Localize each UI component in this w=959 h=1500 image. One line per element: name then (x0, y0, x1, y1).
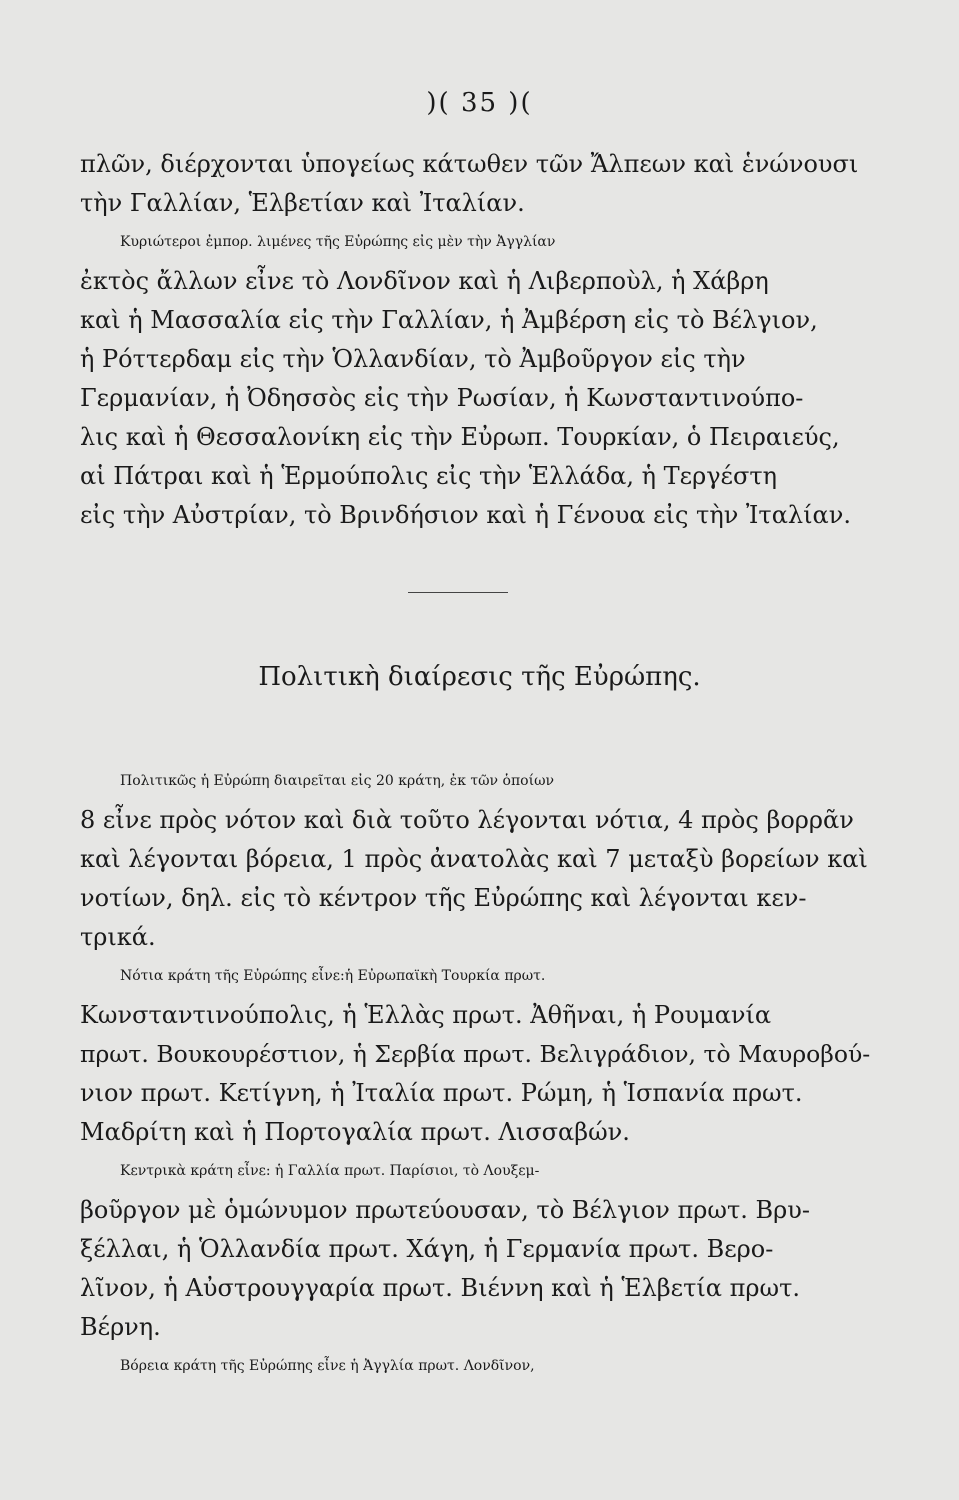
text-line: Βέρνη. (80, 1313, 161, 1341)
text-line: Γερμανίαν, ἡ Ὀδησσὸς εἰς τὴν Ρωσίαν, ἡ Κωνσταντινούπο- (80, 384, 804, 412)
text-line: πλῶν, διέρχονται ὑπογείως κάτωθεν τῶν Ἄλπεων καὶ ἑνώνουσι (80, 150, 859, 178)
paragraph-ports (80, 145, 880, 535)
text-line: εἰς τὴν Αὐστρίαν, τὸ Βρινδήσιον καὶ ἡ Γένουα εἰς τὴν Ἰταλίαν. (80, 501, 851, 529)
section-divider (408, 592, 508, 593)
text-line: Κυριώτεροι ἐμπορ. λιμένες τῆς Εὐρώπης εἰς μὲν τὴν Ἀγγλίαν (120, 234, 556, 250)
text-line: λις καὶ ἡ Θεσσαλονίκη εἰς τὴν Εὐρωπ. Τουρκίαν, ὁ Πειραιεύς, (80, 423, 840, 451)
text-line: τὴν Γαλλίαν, Ἑλβετίαν καὶ Ἰταλίαν. (80, 189, 525, 217)
text-line: Πολιτικῶς ἡ Εὐρώπη διαιρεῖται εἰς 20 κράτη, ἐκ τῶν ὁποίων (120, 773, 554, 789)
section-heading: Πολιτικὴ διαίρεσις τῆς Εὐρώπης. (258, 662, 701, 692)
text-line: 8 εἶνε πρὸς νότον καὶ διὰ τοῦτο λέγονται νότια, 4 πρὸς βορρᾶν (80, 806, 854, 834)
text-line: Κεντρικὰ κράτη εἶνε: ἡ Γαλλία πρωτ. Παρίσιοι, τὸ Λουξεμ- (120, 1163, 540, 1179)
text-line: πρωτ. Βουκουρέστιον, ἡ Σερβία πρωτ. Βελιγράδιον, τὸ Μαυροβού- (80, 1040, 871, 1068)
text-line: καὶ ἡ Μασσαλία εἰς τὴν Γαλλίαν, ἡ Ἀμβέρση εἰς τὸ Βέλγιον, (80, 306, 818, 334)
text-line: Μαδρίτη καὶ ἡ Πορτογαλία πρωτ. Λισσαβών. (80, 1118, 630, 1146)
text-line: αἱ Πάτραι καὶ ἡ Ἑρμούπολις εἰς τὴν Ἑλλάδα, ἡ Τεργέστη (80, 462, 778, 490)
text-line: ἐκτὸς ἄλλων εἶνε τὸ Λονδῖνον καὶ ἡ Λιβερποὺλ, ἡ Χάβρη (80, 267, 769, 295)
text-line: νοτίων, δηλ. εἰς τὸ κέντρον τῆς Εὐρώπης καὶ λέγονται κεν- (80, 884, 807, 912)
paragraph-political-division (80, 762, 880, 1386)
text-line: ξέλλαι, ἡ Ὁλλανδία πρωτ. Χάγη, ἡ Γερμανία πρωτ. Βερο- (80, 1235, 774, 1263)
text-line: τρικά. (80, 923, 156, 951)
text-line: Κωνσταντινούπολις, ἡ Ἑλλὰς πρωτ. Ἀθῆναι, ἡ Ρουμανία (80, 1001, 772, 1029)
text-line: Νότια κράτη τῆς Εὐρώπης εἶνε:ἡ Εὐρωπαϊκὴ Τουρκία πρωτ. (120, 968, 546, 984)
text-line: νιον πρωτ. Κετίγνη, ἡ Ἰταλία πρωτ. Ρώμη, ἡ Ἱσπανία πρωτ. (80, 1079, 803, 1107)
text-line: βοῦργον μὲ ὁμώνυμον πρωτεύουσαν, τὸ Βέλγιον πρωτ. Βρυ- (80, 1196, 810, 1224)
page-number: )( 35 )( (426, 88, 533, 118)
text-line: καὶ λέγονται βόρεια, 1 πρὸς ἀνατολὰς καὶ 7 μεταξὺ βορείων καὶ (80, 845, 868, 873)
text-line: Βόρεια κράτη τῆς Εὐρώπης εἶνε ἡ Ἀγγλία πρωτ. Λονδῖνον, (120, 1358, 535, 1374)
text-line: ἡ Ρόττερδαμ εἰς τὴν Ὁλλανδίαν, τὸ Ἀμβοῦργον εἰς τὴν (80, 345, 746, 373)
text-line: λῖνον, ἡ Αὐστρουγγαρία πρωτ. Βιέννη καὶ ἡ Ἑλβετία πρωτ. (80, 1274, 800, 1302)
